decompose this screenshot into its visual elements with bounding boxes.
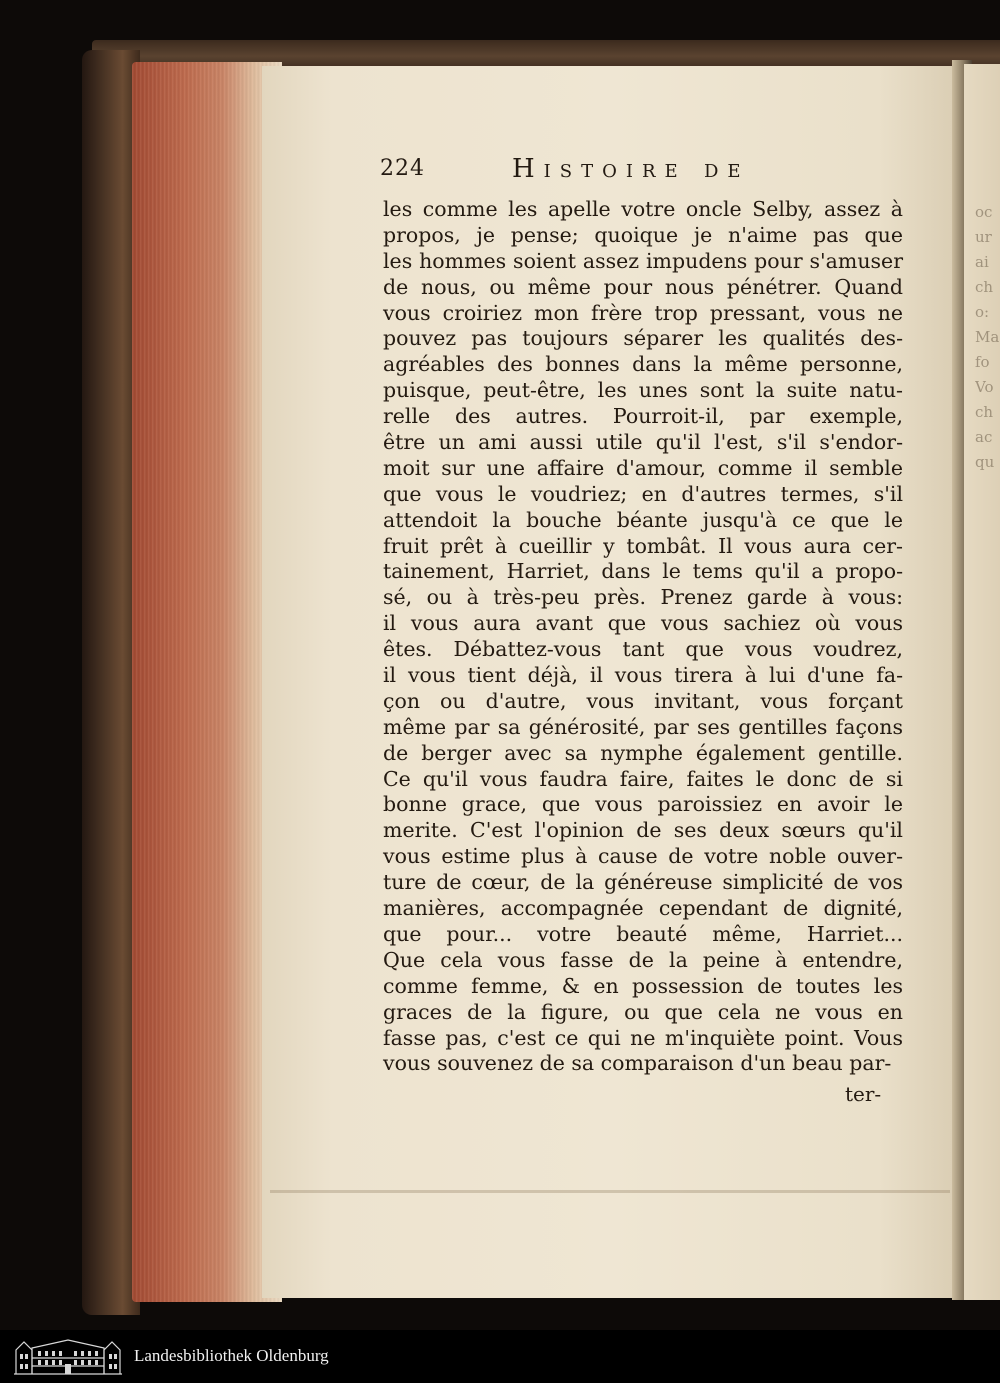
text-line: moit sur une affaire d'amour, comme il semble (383, 455, 903, 480)
facing-page-fragment: o: (975, 303, 990, 321)
running-title: Histoire de (512, 154, 750, 184)
page-header (380, 156, 900, 186)
footer-bar (0, 1330, 1000, 1383)
text-line: que vous le voudriez; en d'autres termes, s'il (383, 481, 903, 506)
facing-page-fragment: ur (975, 228, 992, 246)
text-line: les hommes soient assez impudens pour s'amuser (383, 248, 903, 273)
text-line: manières, accompagnée cependant de dignité, (383, 896, 903, 921)
facing-page-fragment: ch (975, 403, 994, 421)
text-line: ture de cœur, de la généreuse simplicité de vos (383, 870, 903, 895)
body-text (383, 197, 903, 1077)
text-line: êtes. Débattez-vous tant que vous voudrez, (383, 637, 903, 662)
text-line: vous souvenez de sa comparaison d'un beau par- (383, 1051, 892, 1076)
facing-page-fragment: oc (975, 203, 993, 221)
text-line: merite. C'est l'opinion de ses deux sœurs qu'il (383, 818, 903, 843)
facing-page-fragment: ai (975, 253, 989, 271)
text-line: tainement, Harriet, dans le tems qu'il a propo- (383, 559, 903, 584)
facing-page-fragment: Vo (975, 378, 994, 396)
facing-page-fragment: qu (975, 453, 995, 471)
text-line: même par sa générosité, par ses gentilles façons (383, 714, 903, 739)
text-line: il vous tient déjà, il vous tirera à lui d'une fa- (383, 663, 903, 688)
page-bottom-edge (270, 1190, 950, 1193)
text-line: les comme les apelle votre oncle Selby, assez à (383, 197, 903, 221)
text-line: Ce qu'il vous faudra faire, faites le donc de si (383, 766, 903, 791)
facing-page-text (975, 200, 1000, 475)
text-line: relle des autres. Pourroit-il, par exemple, (383, 404, 903, 429)
text-line: puisque, peut-être, les unes sont la suite natu- (383, 378, 903, 403)
text-line: de berger avec sa nymphe également gentille. (383, 740, 903, 765)
text-line: çon ou d'autre, vous invitant, vous forçant (383, 688, 903, 713)
text-line: être un ami aussi utile qu'il l'est, s'il s'endor- (383, 430, 903, 455)
text-line: de nous, ou même pour nous pénétrer. Quand (383, 274, 903, 299)
library-name: Landesbibliothek Oldenburg (134, 1346, 329, 1365)
text-line: propos, je pense; quoique je n'aime pas que (383, 222, 903, 247)
page-edges (132, 62, 282, 1302)
text-line: comme femme, & en possession de toutes les (383, 973, 903, 998)
text-line: vous croiriez mon frère trop pressant, vous ne (383, 300, 903, 325)
text-line: attendoit la bouche béante jusqu'à ce que le (383, 507, 903, 532)
facing-page-fragment: Ma (975, 328, 1000, 346)
text-line: pouvez pas toujours séparer les qualités des- (383, 326, 903, 351)
facing-page-fragment: ch (975, 278, 994, 296)
catchword: ter- (845, 1082, 882, 1106)
text-line: sé, ou à très-peu près. Prenez garde à vous: (383, 585, 903, 610)
text-line: vous estime plus à cause de votre noble ouver- (383, 844, 903, 869)
text-line: fruit prêt à cueillir y tombât. Il vous aura cer- (383, 533, 903, 558)
text-line: que pour... votre beauté même, Harriet... (383, 921, 903, 946)
text-line: graces de la figure, ou que cela ne vous en (383, 999, 903, 1024)
text-line: Que cela vous fasse de la peine à entendre, (383, 947, 903, 972)
text-line: agréables des bonnes dans la même personne, (383, 352, 903, 377)
library-building-icon (14, 1338, 122, 1376)
text-line: il vous aura avant que vous sachiez où vous (383, 611, 903, 636)
text-line: bonne grace, que vous paroissiez en avoir le (383, 792, 903, 817)
text-line: fasse pas, c'est ce qui ne m'inquiète point. Vous (383, 1025, 903, 1050)
facing-page-fragment: ac (975, 428, 993, 446)
facing-page-fragment: fo (975, 353, 990, 371)
page-number: 224 (380, 156, 425, 181)
